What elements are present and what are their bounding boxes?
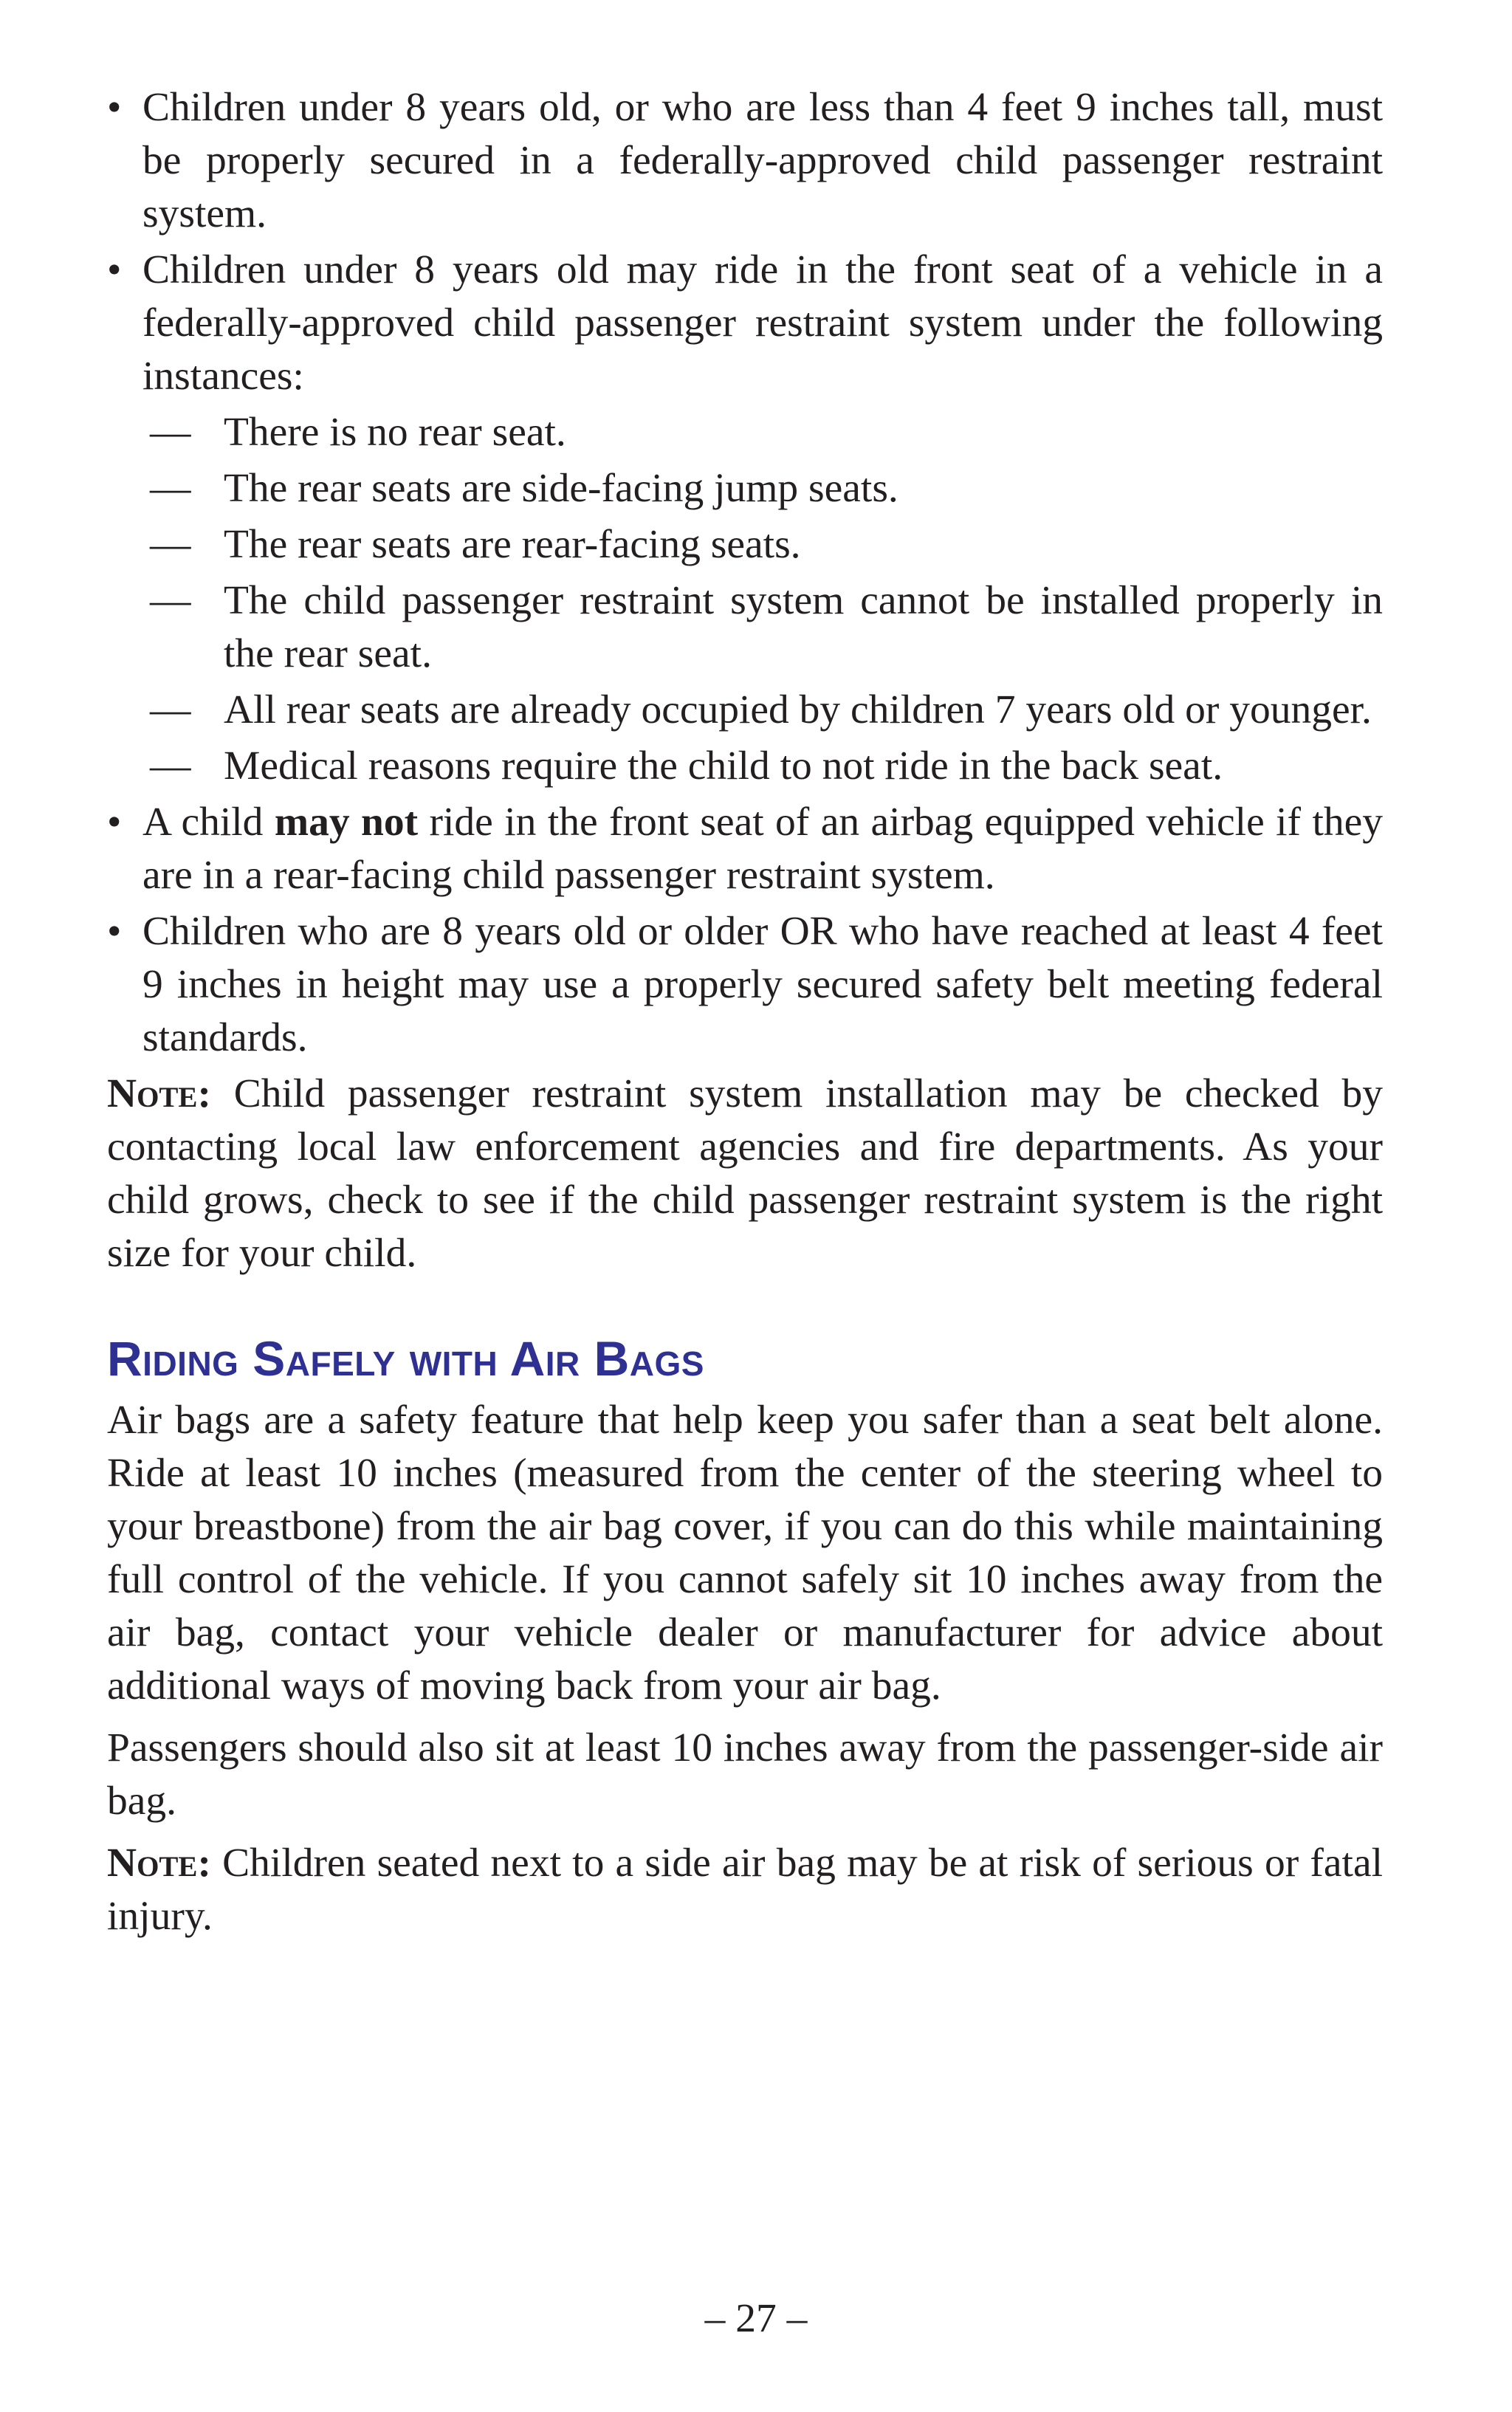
list-item-text-after: ride in the front seat of an airbag equipped vehicle if they are in a rear-facing child passenger restraint system. (142, 800, 1384, 898)
dash-marker: — (150, 578, 191, 623)
sublist-item (107, 740, 1383, 793)
list-item-text: Children under 8 years old may ride in the front seat of a vehicle in a federally-approved child passenger restraint system under the following instances: (142, 247, 1383, 399)
note-label: Note: (107, 1841, 211, 1886)
note-paragraph (107, 1837, 1383, 1943)
sublist-item (107, 684, 1383, 737)
bullet-marker: • (107, 85, 122, 130)
instances-sublist (142, 406, 1383, 793)
list-item (107, 796, 1383, 902)
body-paragraph: Air bags are a safety feature that help keep you safer than a seat belt alone. Ride at least 10 inches (measured from the center of the steering wheel to your breastbone) from the air bag cover, if you can do this while maintaining full control of the vehicle. If you cannot safely sit 10 inches away from the air bag, contact your vehicle dealer or manufacturer for advice about additional ways of moving back from your air bag. (107, 1398, 1383, 1708)
sublist-item (107, 518, 1383, 571)
list-item-emphasis: may not (274, 800, 419, 845)
sublist-item-text: All rear seats are already occupied by children 7 years old or younger. (224, 687, 1372, 732)
bullet-marker: • (107, 909, 122, 954)
sublist-item-text: There is no rear seat. (224, 410, 566, 455)
list-item (107, 81, 1383, 241)
list-item (107, 905, 1383, 1065)
list-item-text-before: A child (142, 800, 275, 845)
sublist-item (107, 574, 1383, 681)
sublist-item (107, 462, 1383, 515)
section-heading: Riding Safely with Air Bags (107, 1331, 704, 1386)
page-number: – 27 – (704, 2296, 808, 2341)
sublist-item-text: The child passenger restraint system cannot be installed properly in the rear seat. (224, 578, 1383, 676)
list-item-text: Children who are 8 years old or older OR who have reached at least 4 feet 9 inches in height may use a properly secured safety belt meeting federal standards. (142, 909, 1383, 1060)
sublist-item-text: Medical reasons require the child to not ride in the back seat. (224, 743, 1223, 788)
note-text: Children seated next to a side air bag may be at risk of serious or fatal injury. (107, 1841, 1383, 1939)
dash-marker: — (150, 410, 191, 455)
dash-marker: — (150, 522, 191, 567)
body-paragraph: Passengers should also sit at least 10 inches away from the passenger-side air bag. (107, 1725, 1383, 1824)
sublist-item-text: The rear seats are side-facing jump seats. (224, 466, 898, 511)
dash-marker: — (150, 743, 191, 788)
sublist-item (107, 406, 1383, 459)
list-item-text: Children under 8 years old, or who are less than 4 feet 9 inches tall, must be properly secured in a federally-approved child passenger restraint system. (142, 85, 1383, 236)
bullet-marker: • (107, 247, 122, 292)
bullet-marker: • (107, 800, 122, 845)
sublist-item-text: The rear seats are rear-facing seats. (224, 522, 801, 567)
page-content (107, 81, 1383, 1952)
note-label: Note: (107, 1071, 211, 1116)
list-item (107, 244, 1383, 793)
note-paragraph (107, 1068, 1383, 1280)
note-text: Child passenger restraint system installation may be checked by contacting local law enforcement agencies and fire departments. As your child grows, check to see if the child passenger restraint system is the right size for your child. (107, 1071, 1383, 1276)
requirements-list (107, 81, 1383, 1065)
dash-marker: — (150, 466, 191, 511)
dash-marker: — (150, 687, 191, 732)
